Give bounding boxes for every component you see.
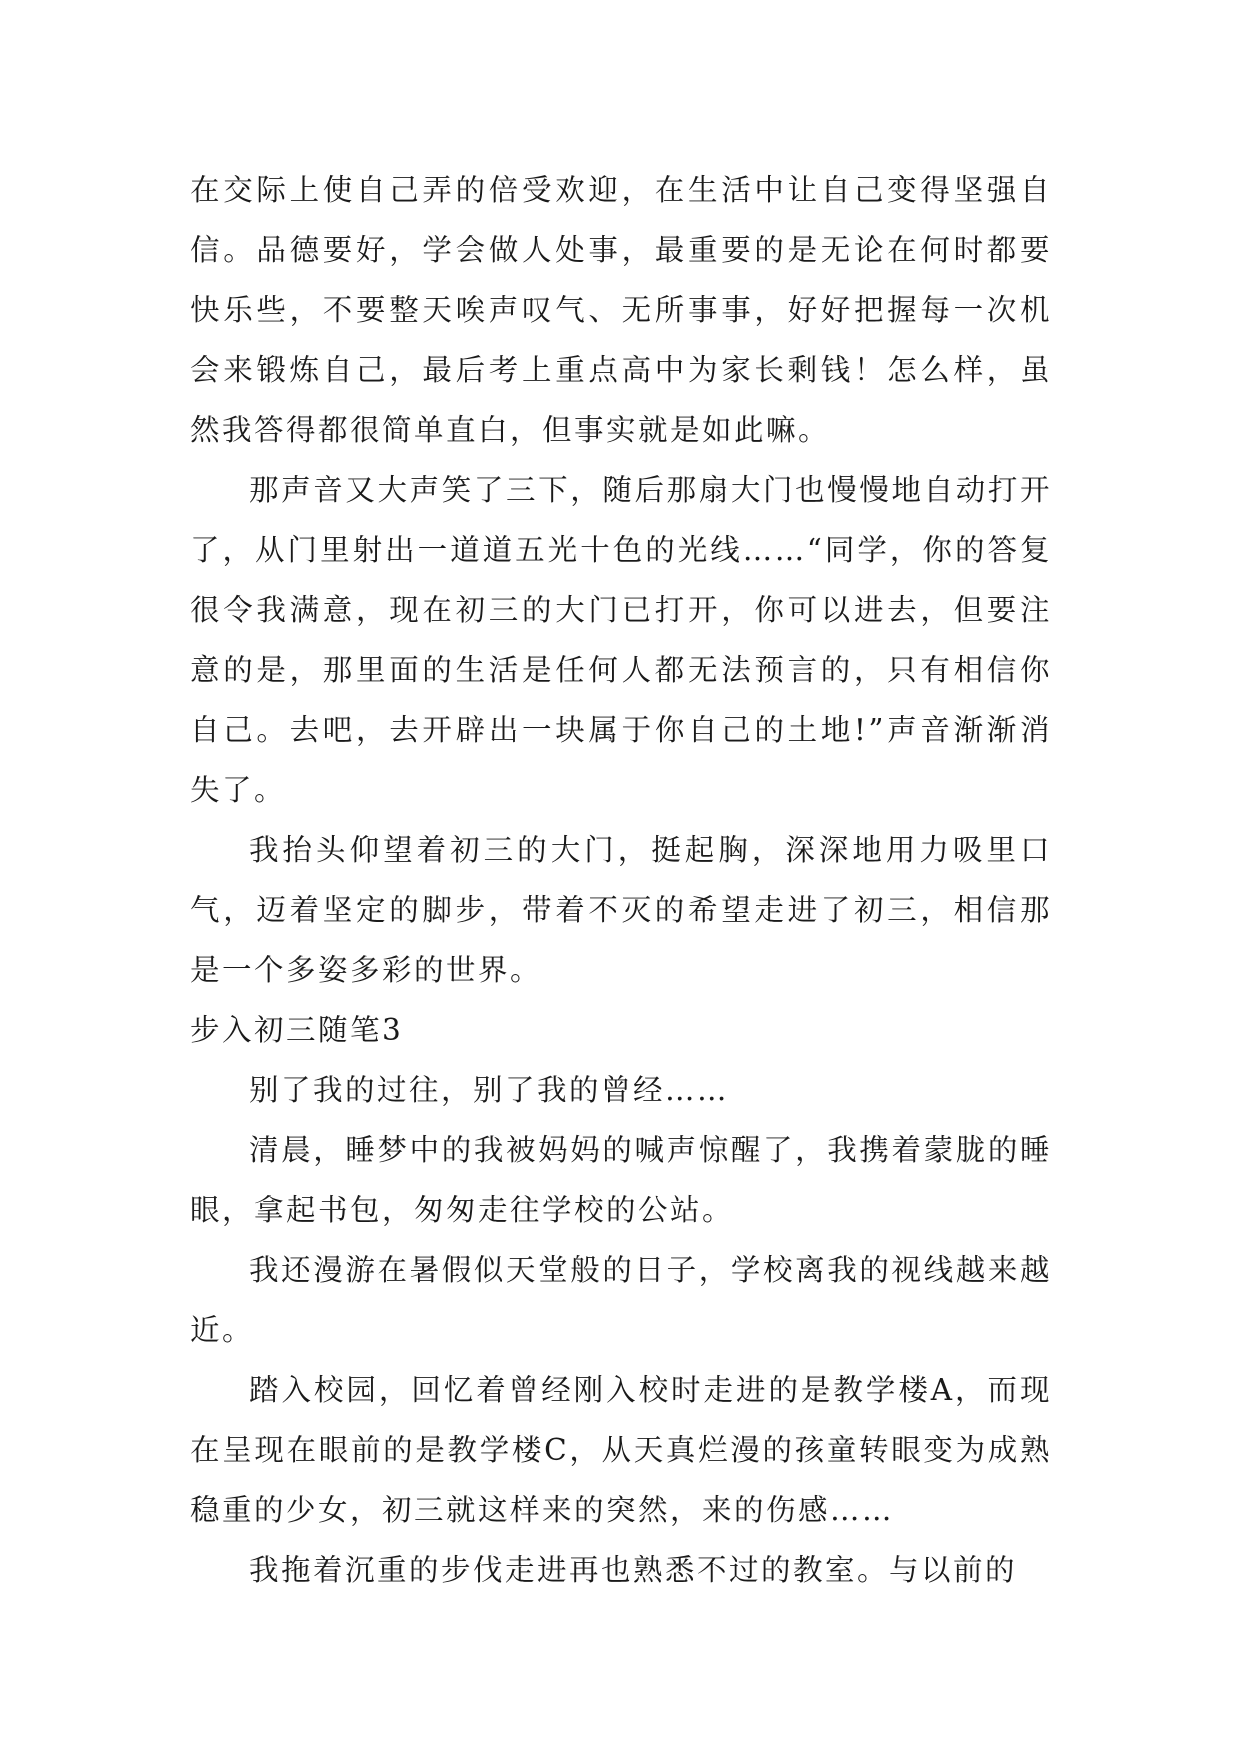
document-page <box>190 160 1052 1600</box>
paragraph: 我拖着沉重的步伐走进再也熟悉不过的教室。与以前的 <box>249 1553 1018 1587</box>
paragraph: 我还漫游在暑假似天堂般的日子，学校离我的视线越来越近。 <box>190 1253 1052 1347</box>
paragraph: 清晨，睡梦中的我被妈妈的喊声惊醒了，我携着蒙胧的睡眼，拿起书包，匆匆走往学校的公站。 <box>190 1133 1052 1227</box>
paragraph: 别了我的过往，别了我的曾经…… <box>249 1073 730 1107</box>
paragraph: 在交际上使自己弄的倍受欢迎，在生活中让自己变得坚强自信。品德要好，学会做人处事，最重要的是无论在何时都要快乐些，不要整天唉声叹气、无所事事，好好把握每一次机会来锻炼自己，最后考上重点高中为家长剩钱！怎么样，虽然我答得都很简单直白，但事实就是如此嘛。 <box>190 173 1052 447</box>
paragraph: 那声音又大声笑了三下，随后那扇大门也慢慢地自动打开了，从门里射出一道道五光十色的光线……“同学，你的答复很令我满意，现在初三的大门已打开，你可以进去，但要注意的是，那里面的生活是任何人都无法预言的，只有相信你自己。去吧，去开辟出一块属于你自己的土地!”声音渐渐消失了。 <box>190 473 1052 807</box>
paragraph: 踏入校园，回忆着曾经刚入校时走进的是教学楼A，而现在呈现在眼前的是教学楼C，从天真烂漫的孩童转眼变为成熟稳重的少女，初三就这样来的突然，来的伤感…… <box>190 1373 1052 1527</box>
paragraph: 我抬头仰望着初三的大门，挺起胸，深深地用力吸里口气，迈着坚定的脚步，带着不灭的希望走进了初三，相信那是一个多姿多彩的世界。 <box>190 833 1052 987</box>
section-title: 步入初三随笔3 <box>190 1013 404 1047</box>
